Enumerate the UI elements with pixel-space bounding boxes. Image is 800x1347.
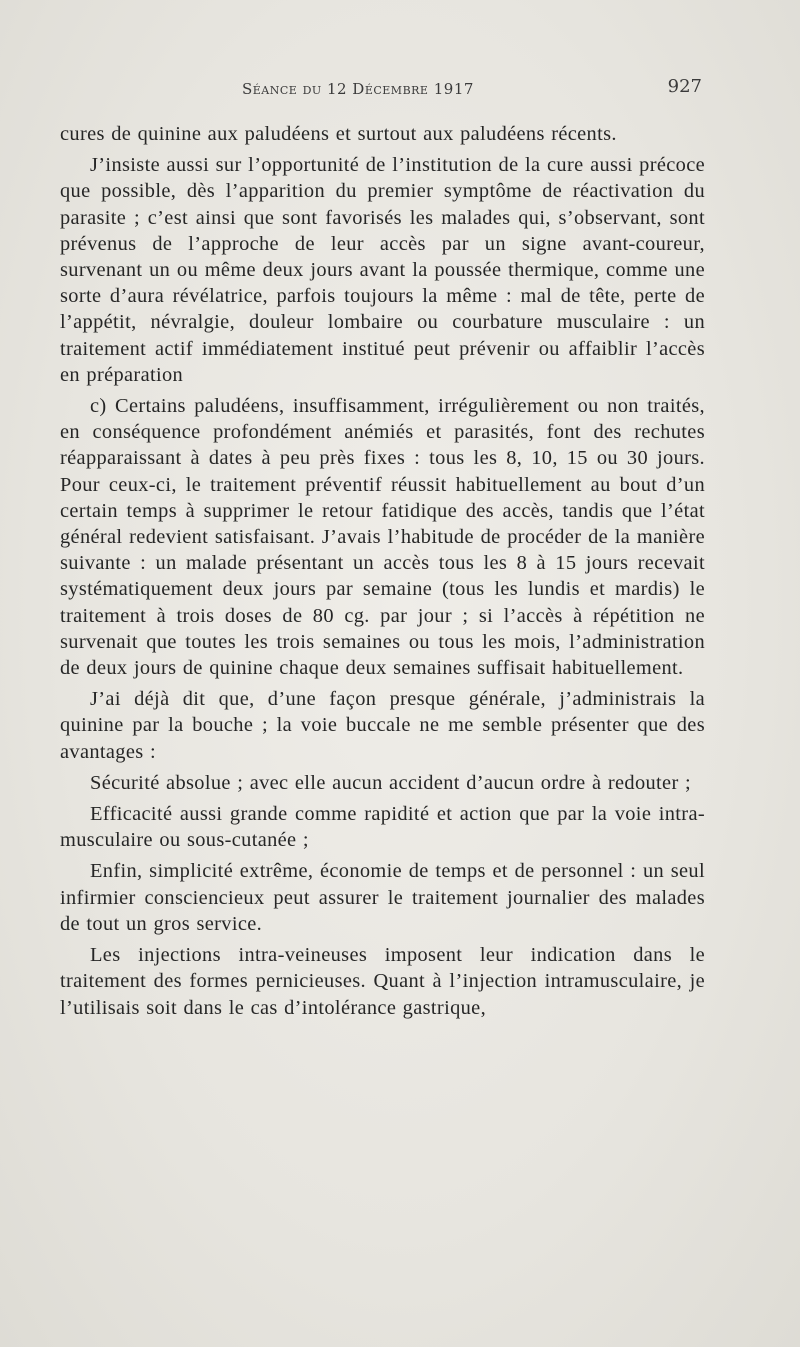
paragraph-oral-route: J’ai déjà dit que, d’une façon presque générale, j’administrais la quinine par la bouche ; la voie buccale ne me semble présenter que des avantages :	[60, 688, 705, 763]
paragraph-relapses: c) Certains paludéens, insuffisamment, irrégulièrement ou non traités, en conséquence profondément anémiés et parasités, font des rechutes réapparaissant à dates à peu près fixes : tous les 8, 10, 15 ou 30 jours. Pour ceux-ci, le traitement préventif réussit habituellement au bout d’un certain temps à supprimer le retour fatidique des accès, tandis que l’état général redevient satisfaisant. J’avais l’habitude de procéder de la manière suivante : un malade présentant un accès tous les 8 à 15 jours recevait systématiquement deux jours par semaine (tous les lundis et mardis) le traitement à trois doses de 80 cg. par jour ; si l’accès à répétition ne survenait que toutes les trois semaines ou tous les mois, l’administration de deux jours de quinine chaque deux semaines suffisait habituellement.	[60, 395, 705, 680]
paragraph-early-cure: J’insiste aussi sur l’opportunité de l’institution de la cure aussi précoce que possible, dès l’apparition du premier symptôme de réactivation du parasite ; c’est ainsi que sont favorisés les malades qui, s’observant, sont prévenus de l’approche de leur accès par un signe avant-coureur, survenant un ou même deux jours avant la poussée thermique, comme une sorte d’aura révélatrice, parfois toujours la même : mal de tête, perte de l’appétit, névralgie, douleur lombaire ou courbature musculaire : un traitement actif immédiatement institué peut prévenir ou affaiblir l’accès en préparation	[60, 154, 705, 386]
paragraph-efficacy: Efficacité aussi grande comme rapidité et action que par la voie intra-musculaire ou sous-cutanée ;	[60, 803, 705, 852]
running-head: Séance du 12 Décembre 1917	[242, 80, 474, 98]
paragraph-continuation: cures de quinine aux paludéens et surtout aux paludéens récents.	[60, 123, 617, 145]
paragraph-injections: Les injections intra-veineuses imposent leur indication dans le traitement des formes pernicieuses. Quant à l’injection intramusculaire, je l’utilisais soit dans le cas d’intolérance gastrique,	[60, 944, 705, 1019]
body-text	[60, 121, 705, 1026]
page-header	[60, 76, 710, 106]
paragraph-safety: Sécurité absolue ; avec elle aucun accident d’aucun ordre à redouter ;	[90, 771, 692, 794]
paragraph-simplicity: Enfin, simplicité extrême, économie de temps et de personnel : un seul infirmier consciencieux peut assurer le traitement journalier des malades de tout un gros service.	[60, 860, 705, 935]
page-number: 927	[667, 76, 702, 97]
